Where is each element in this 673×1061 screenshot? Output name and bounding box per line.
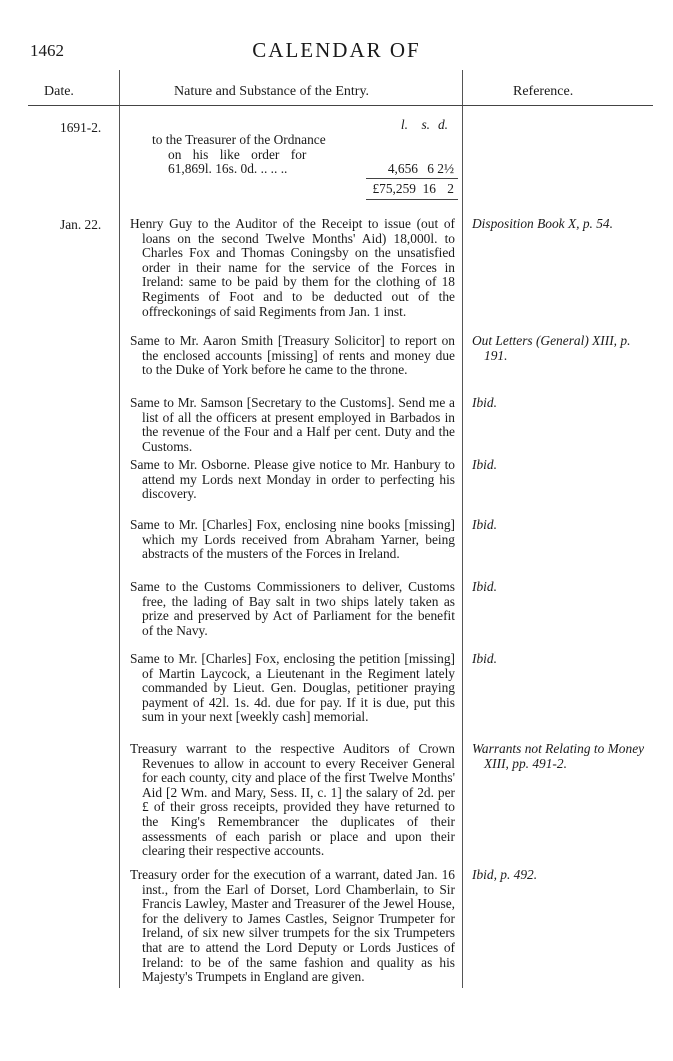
page-number: 1462	[30, 41, 64, 60]
year-label: 1691-2.	[60, 120, 102, 135]
entry-text	[130, 396, 455, 454]
entry-paragraph: Treasury order for the execution of a warrant, dated Jan. 16 inst., from the Earl of Dorset, Lord Chamberlain, to Sir Francis Lawley, Master and Treasurer of the Jewel House, for the delivery to James Castles, Seignor Trumpeter for Ireland, of six new silver trumpets for the six Trumpeters that are to attend the Lord Deputy or Lords Justices of Ireland: to be of the same fashion and quality as his Majesty's Trumpets in England are given.	[130, 867, 455, 985]
date-column-header: Date.	[44, 84, 74, 99]
entry-paragraph: Treasury warrant to the respective Auditors of Crown Revenues to allow in account to every Receiver General for each county, city and place of the first Twelve Months' Aid [2 Wm. and Mary, Sess. II, c. 1] the salary of 2d. per £ of their gross receipts, provided they have returned to the King's Remembrancer the duplicates of their assessments of each parish or place and upon their clearing their respective accounts.	[130, 741, 455, 859]
entry-text	[130, 518, 455, 562]
ordnance-line: 61,869l. 16s. 0d. .. .. ..	[168, 161, 288, 177]
ordnance-amount	[372, 162, 458, 178]
reference-text: Ibid.	[472, 579, 497, 594]
entry-paragraph: Henry Guy to the Auditor of the Receipt to issue (out of loans on the second Twelve Months' Aid) 18,000l. to Charles Fox and Thomas Coningsby on the unsatisfied order in their name for the service of the Forces in Ireland: same to be paid by them for the clothing of 18 Regiments of Foot and to be deducted out of the offreckonings of said Regiments from Jan. 1 inst.	[130, 216, 455, 319]
entry-reference	[472, 334, 657, 363]
total-rule-top	[366, 178, 458, 179]
reference-text: Ibid.	[472, 517, 497, 532]
heading-pounds: l.	[400, 117, 408, 132]
reference-text: Ibid.	[472, 457, 497, 472]
entry-reference	[472, 868, 657, 883]
entry-reference	[472, 396, 657, 411]
reference-column-header: Reference.	[513, 84, 574, 99]
entry-reference	[472, 742, 657, 771]
total-amount	[366, 182, 458, 198]
entry-reference	[472, 217, 657, 232]
entry-text	[130, 868, 455, 985]
entry-text	[130, 580, 455, 638]
header-rule	[28, 105, 653, 106]
entry-paragraph: Same to the Customs Commissioners to deliver, Customs free, the lading of Bay salt in two ships lately taken as prize and preserved by Act of Parliament for the benefit of the Navy.	[130, 579, 455, 638]
entry-paragraph: Same to Mr. Aaron Smith [Treasury Solicitor] to report on the enclosed accounts [missing] of rents and money due to the Duke of York before he came to the throne.	[130, 333, 455, 378]
entry-paragraph: Same to Mr. Samson [Secretary to the Customs]. Send me a list of all the officers at present employed in Barbados in the revenue of the Four and a Half per cent. Duty and the Customs.	[130, 395, 455, 454]
entry-paragraph: Same to Mr. Osborne. Please give notice to Mr. Hanbury to attend my Lords next Monday in order to perfecting his discovery.	[130, 457, 455, 502]
entry-reference	[472, 518, 657, 533]
entry-text	[130, 458, 455, 502]
reference-text: Disposition Book X, p. 54.	[472, 216, 613, 231]
nature-column-header: Nature and Substance of the Entry.	[174, 84, 370, 99]
reference-text: Ibid.	[472, 395, 497, 410]
amount-shillings: 6	[427, 161, 434, 176]
entry-date: Jan. 22.	[60, 217, 102, 232]
entry-paragraph: Same to Mr. [Charles] Fox, enclosing the petition [missing] of Martin Laycock, a Lieutenant in the Regiment lately commanded by Lieut. Gen. Douglas, petitioner praying payment of 42l. 1s. 4d. due for pay. If it is due, put this sum in your next [weekly cash] memorial.	[130, 651, 455, 725]
ordnance-line: on his like order for	[168, 146, 307, 162]
total-pounds: £75,259	[372, 181, 416, 196]
heading-pence: d.	[437, 117, 448, 132]
entry-text	[130, 334, 455, 378]
reference-text: Ibid.	[472, 651, 497, 666]
total-shillings: 16	[422, 181, 436, 196]
total-rule-bottom	[366, 199, 458, 200]
entry-reference	[472, 458, 657, 473]
entry-reference	[472, 652, 657, 667]
heading-shillings: s.	[421, 117, 430, 132]
reference-text: Warrants not Relating to Money XIII, pp. 491-2.	[472, 741, 645, 771]
date-column-rule	[119, 70, 120, 988]
amount-pounds: 4,656	[387, 161, 418, 176]
reference-text: Ibid, p. 492.	[472, 867, 538, 882]
entry-text	[130, 217, 455, 319]
entry-text	[130, 742, 455, 859]
entry-paragraph: Same to Mr. [Charles] Fox, enclosing nine books [missing] which my Lords received from Abraham Yarner, being abstracts of the musters of the Forces in Ireland.	[130, 517, 455, 562]
ordnance-entry	[152, 133, 392, 177]
ordnance-line: to the Treasurer of the Ordnance	[152, 132, 326, 147]
reference-text: Out Letters (General) XIII, p. 191.	[472, 333, 631, 363]
amount-pence: 2½	[437, 161, 454, 176]
entry-reference	[472, 580, 657, 595]
total-pence: 2	[447, 181, 454, 196]
running-title: CALENDAR OF	[252, 38, 421, 62]
entry-text	[130, 652, 455, 725]
reference-column-rule	[462, 70, 463, 988]
